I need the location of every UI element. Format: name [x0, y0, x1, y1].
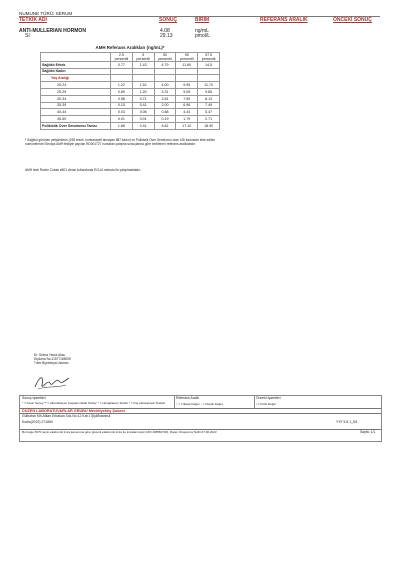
reference-table — [40, 45, 220, 130]
table-row: 25-29 0.89 1.20 3.31 9.05 9.85 — [41, 88, 220, 95]
test-name: ANTI-MULLERIAN HORMON — [19, 28, 86, 34]
table-row: Polikistik Over Sendromu Tanısı 1.86 2.41 6.81 17.10 18.90 — [41, 122, 220, 129]
result-marks: * = Kesin Sonuç ** = Akreditasyon Kapsamındaki Testler ⁺ = Hesaplanan Testler * = Dış Laboratuvar Testleri — [22, 401, 166, 405]
e-signature-note: Bu belge 5070 sayılı elektronik imza kanununa göre güvenli elektronik imza ile imzalanmıştır.(UID:198584700), Rapor Oluşturma Tarihi:27.06.2023 — [22, 430, 217, 434]
test-unit: ng/mL — [195, 28, 209, 34]
previous-marks: • = Kritik Değer — [256, 402, 277, 406]
test-result-si: 29.13 — [160, 33, 173, 39]
lab-code: Kodlu(2022) 271860 — [22, 420, 53, 424]
reference-marks: ↑ = Yüksek Değer ↓ = Düşük Değer — [176, 402, 223, 406]
signer-title: Tıbbı Biyokimya Uzmanı — [34, 361, 69, 365]
signer-name: Dr. Selma Yavuz Aksu — [34, 353, 66, 357]
signer-diploma: Diploma No:11577185005 — [34, 357, 71, 361]
form-code: YYF 5.8.1_5/1 — [336, 420, 358, 424]
col-reference: REFERANS ARALIK — [260, 17, 308, 23]
table-row: Sağlıklı Erkek 0.77 1.43 4.79 11.60 14.5 — [41, 61, 220, 68]
reference-table-title: AMH Referans Aralıkları (ng/mL)* — [95, 45, 165, 51]
column-header — [19, 17, 380, 25]
lab-address: Gülbahar Mh.Atilan Erbakan Sok.No:12 Kat:1 Şişli/İstanbul — [22, 413, 111, 418]
si-label: SI — [25, 33, 30, 39]
lab-name: DÜZEN LABORATUVARLAR GRUBU Mecidiyeköy Şubesi — [22, 408, 125, 413]
col-unit: BİRİM — [195, 17, 210, 23]
table-row: 40-44 0.03 0.06 0.88 4.44 5.47 — [41, 109, 220, 116]
signer-block — [34, 353, 154, 365]
table-row: Sağlıklı Kadın — [41, 68, 220, 75]
col-result: SONUÇ — [159, 17, 178, 23]
test-result: 4.08 — [160, 28, 170, 34]
col-previous: ÖNCEKİ SONUÇ — [333, 17, 372, 23]
col-test-name: TETKİK ADI — [19, 17, 47, 23]
table-row: 35-39 0.15 0.41 2.00 6.96 7.49 — [41, 102, 220, 109]
previous-marks-label: Önceki İşaretleri — [256, 396, 281, 400]
footnote-reference: * Sağlıklı görünen yetişkinlerin (198 erkek, kontraseptif almayan 887 kadın) ve Polikistik Over Sendromu olan 146 kadından elde edilen numunelerde Elecsys AMH testiyle yapılan RD001727 numaralı çalışma sonuçlarına göre belirlenen referans aralıklarıdır. — [25, 138, 216, 146]
reference-marks-label: Referans Aralık — [176, 396, 200, 400]
table-row: Yaş Aralığı — [41, 75, 220, 82]
percentile-header-row: 2.5 persentil 5 persentil 50 persentil 95 persentil 97.5 persentil — [41, 52, 220, 61]
table-row: 20-24 1.22 1.52 4.00 9.95 11.70 — [41, 82, 220, 89]
footnote-method: AMH testi Roche Cobas e801 cihazı kullanılarak ECLIA metodu ile çalışılmaktadır. — [25, 168, 141, 172]
sample-type: NUMUNE TÜRÜ: SERUM — [19, 11, 73, 16]
signature-image — [32, 371, 72, 393]
table-row: 45-50 0.01 0.01 0.19 1.79 2.71 — [41, 116, 220, 123]
table-row: 30-34 0.58 0.71 2.81 7.59 8.13 — [41, 95, 220, 102]
footer-box — [19, 395, 382, 442]
test-unit-si: pmol/L — [195, 33, 211, 39]
result-marks-label: Sonuç İşaretleri — [22, 396, 46, 400]
page-number: Sayfa: 1/1 — [360, 430, 376, 434]
